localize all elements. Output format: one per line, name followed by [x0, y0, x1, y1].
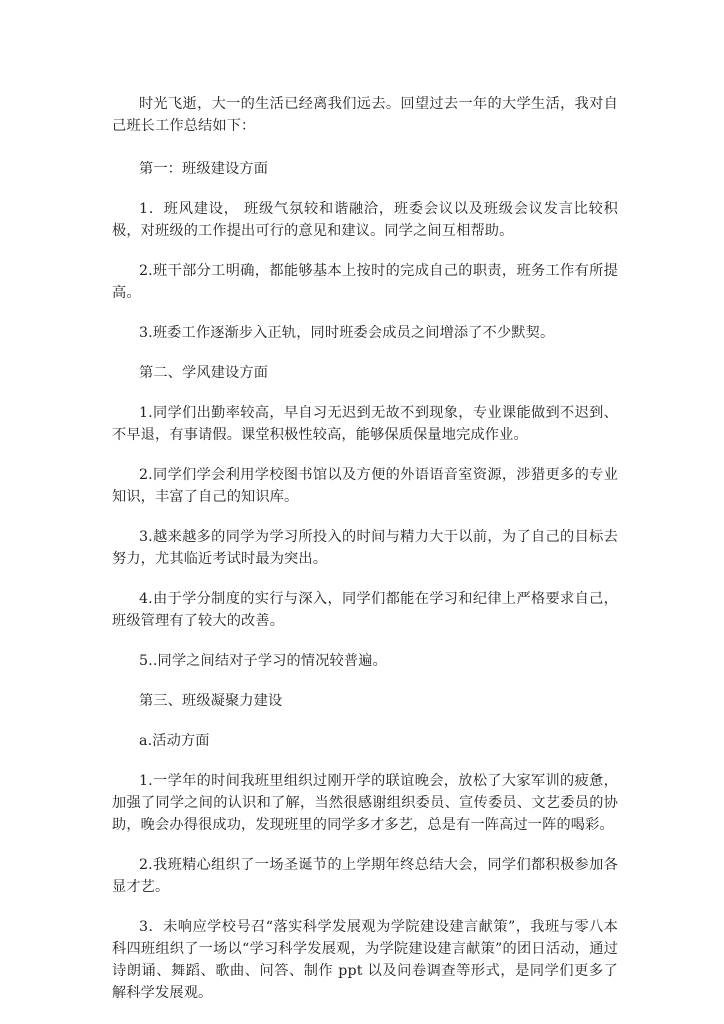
section-2-item-4: 4.由于学分制度的实行与深入，同学们都能在学习和纪律上严格要求自己，班级管理有了较大的改善。: [112, 591, 618, 629]
section-2-item-3: 3.越来越多的同学为学习所投入的时间与精力大于以前，为了自己的目标去努力，尤其临近考试时最为突出。: [112, 529, 618, 567]
section-2-item-5: 5..同学之间结对子学习的情况较普遍。: [139, 653, 387, 669]
section-2-item-2: 2.同学们学会利用学校图书馆以及方便的外语语音室资源，涉猎更多的专业知识，丰富了自己的知识库。: [112, 467, 618, 505]
section-3-heading: 第三、班级凝聚力建设: [139, 693, 283, 709]
section-3-item-2: 2.我班精心组织了一场圣诞节的上学期年终总结大会，同学们都积极参加各显才艺。: [112, 857, 618, 895]
section-1-item-1: 1．班风建设， 班级气氛较和谐融洽，班委会议以及班级会议发言比较积极，对班级的工作提出可行的意见和建议。同学之间互相帮助。: [112, 201, 618, 239]
section-1-item-2: 2.班干部分工明确，都能够基本上按时的完成自己的职责，班务工作有所提高。: [112, 263, 618, 301]
section-2-heading: 第二、学风建设方面: [139, 365, 269, 381]
section-1-item-3: 3.班委工作逐渐步入正轨，同时班委会成员之间增添了不少默契。: [139, 325, 555, 341]
section-2-item-1: 1.同学们出勤率较高，早自习无迟到无故不到现象，专业课能做到不迟到、不早退，有事请假。课堂积极性较高，能够保质保量地完成作业。: [112, 405, 618, 443]
section-3-item-1: 1.一学年的时间我班里组织过刚开学的联谊晚会，放松了大家军训的疲惫，加强了同学之间的认识和了解，当然很感谢组织委员、宣传委员、文艺委员的协助，晚会办得很成功，发现班里的同学多才多艺，总是有一阵高过一阵的喝彩。: [112, 773, 618, 833]
section-3-item-3: 3．未响应学校号召“落实科学发展观为学院建设建言献策”，我班与零八本科四班组织了一场以“学习科学发展观，为学院建设建言献策”的团日活动，通过诗朗诵、舞蹈、歌曲、问答、制作 ppt 以及问卷调查等形式，是同学们更多了解科学发展观。: [112, 919, 618, 1001]
section-1-heading: 第一：班级建设方面: [139, 161, 269, 177]
document-body: [112, 93, 618, 1004]
section-3-subheading: a.活动方面: [139, 733, 210, 749]
intro-paragraph: 时光飞逝，大一的生活已经离我们远去。回望过去一年的大学生活，我对自己班长工作总结如下：: [112, 96, 618, 134]
